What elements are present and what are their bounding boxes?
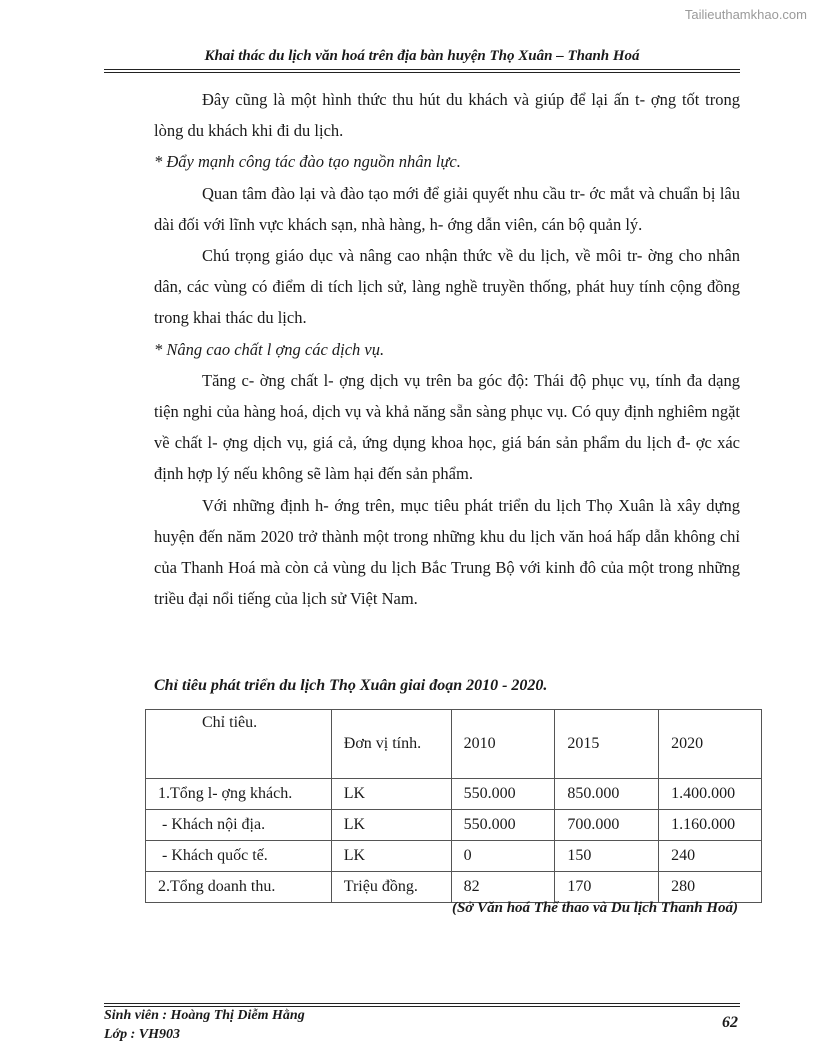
table-cell: 280 [659,872,762,903]
table-cell: Triệu đồng. [331,872,451,903]
footer-rule [104,1003,740,1004]
table-header-cell: 2015 [555,710,659,779]
paragraph: Chú trọng giáo dục và nâng cao nhận thức về du lịch, về môi tr- ờng cho nhân dân, các vùng có điểm di tích lịch sử, làng nghề truyền thống, phát huy tính cộng đồng trong khai thác du lịch. [154,246,740,328]
table-cell: 82 [451,872,555,903]
table-row [146,810,762,841]
table-cell: 700.000 [555,810,659,841]
section-heading: * Đẩy mạnh công tác đào tạo nguồn nhân lực. [154,152,461,172]
table-row [146,872,762,903]
header-rule-double [104,72,740,73]
footer-rule-double [104,1006,740,1007]
table-cell: 150 [555,841,659,872]
table-row [146,841,762,872]
watermark: Tailieuthamkhao.com [684,7,807,22]
table-cell: LK [331,779,451,810]
paragraph: Với những định h- ớng trên, mục tiêu phát triển du lịch Thọ Xuân là xây dựng huyện đến năm 2020 trở thành một trong những khu du lịch văn hoá hấp dẫn không chỉ của Thanh Hoá mà còn cả vùng du lịch Bắc Trung Bộ với kinh đô của một trong những triều đại nổi tiếng của lịch sử Việt Nam. [154,495,740,609]
body-text [154,84,740,614]
table-header-row [146,710,762,779]
header-rule [104,69,740,70]
table-header-cell: 2010 [451,710,555,779]
table-cell: 850.000 [555,779,659,810]
table-cell: 550.000 [451,810,555,841]
table-cell: 550.000 [451,779,555,810]
table-cell: LK [331,810,451,841]
table-cell: 1.160.000 [659,810,762,841]
page-header-title: Khai thác du lịch văn hoá trên địa bàn huyện Thọ Xuân – Thanh Hoá [204,48,640,64]
footer-class: Lớp : VH903 [104,1027,180,1042]
table-cell: 1.Tổng l- ợng khách. [146,779,332,810]
table-caption: Chỉ tiêu phát triển du lịch Thọ Xuân giai đoạn 2010 - 2020. [154,677,548,694]
table-header-cell: Đơn vị tính. [331,710,451,779]
section-heading: * Nâng cao chất l ợng các dịch vụ. [154,339,385,359]
table-cell: - Khách nội địa. [146,810,332,841]
table-source: (Sở Văn hoá Thể thao và Du lịch Thanh Hoá) [451,900,738,916]
table-cell: 1.400.000 [659,779,762,810]
paragraph: Đây cũng là một hình thức thu hút du khách và giúp để lại ấn t- ợng tốt trong lòng du khách khi đi du lịch. [154,90,740,141]
table-header-cell: 2020 [659,710,762,779]
paragraph: Quan tâm đào lại và đào tạo mới để giải quyết nhu cầu tr- ớc mắt và chuẩn bị lâu dài đối với lĩnh vực khách sạn, nhà hàng, h- ớng dẫn viên, cán bộ quản lý. [154,183,740,234]
paragraph: Tăng c- ờng chất l- ợng dịch vụ trên ba góc độ: Thái độ phục vụ, tính đa dạng tiện nghi của hàng hoá, dịch vụ và khả năng sẵn sàng phục vụ. Có quy định nghiêm ngặt về chất l- ợng dịch vụ, giá cả, ứng dụng khoa học, giá bán sản phẩm du lịch đ- ợc xác định hợp lý nếu không sẽ làm hại đến sản phẩm. [154,370,740,484]
table-cell: LK [331,841,451,872]
table-cell: 2.Tổng doanh thu. [146,872,332,903]
table-cell: 240 [659,841,762,872]
footer-student: Sinh viên : Hoàng Thị Diễm Hằng [104,1008,305,1023]
table-cell: - Khách quốc tế. [146,841,332,872]
table-cell: 170 [555,872,659,903]
stats-table [145,709,762,903]
table-cell: 0 [451,841,555,872]
table-header-cell: Chỉ tiêu. [146,710,332,779]
page-number: 62 [722,1014,738,1031]
table-row [146,779,762,810]
